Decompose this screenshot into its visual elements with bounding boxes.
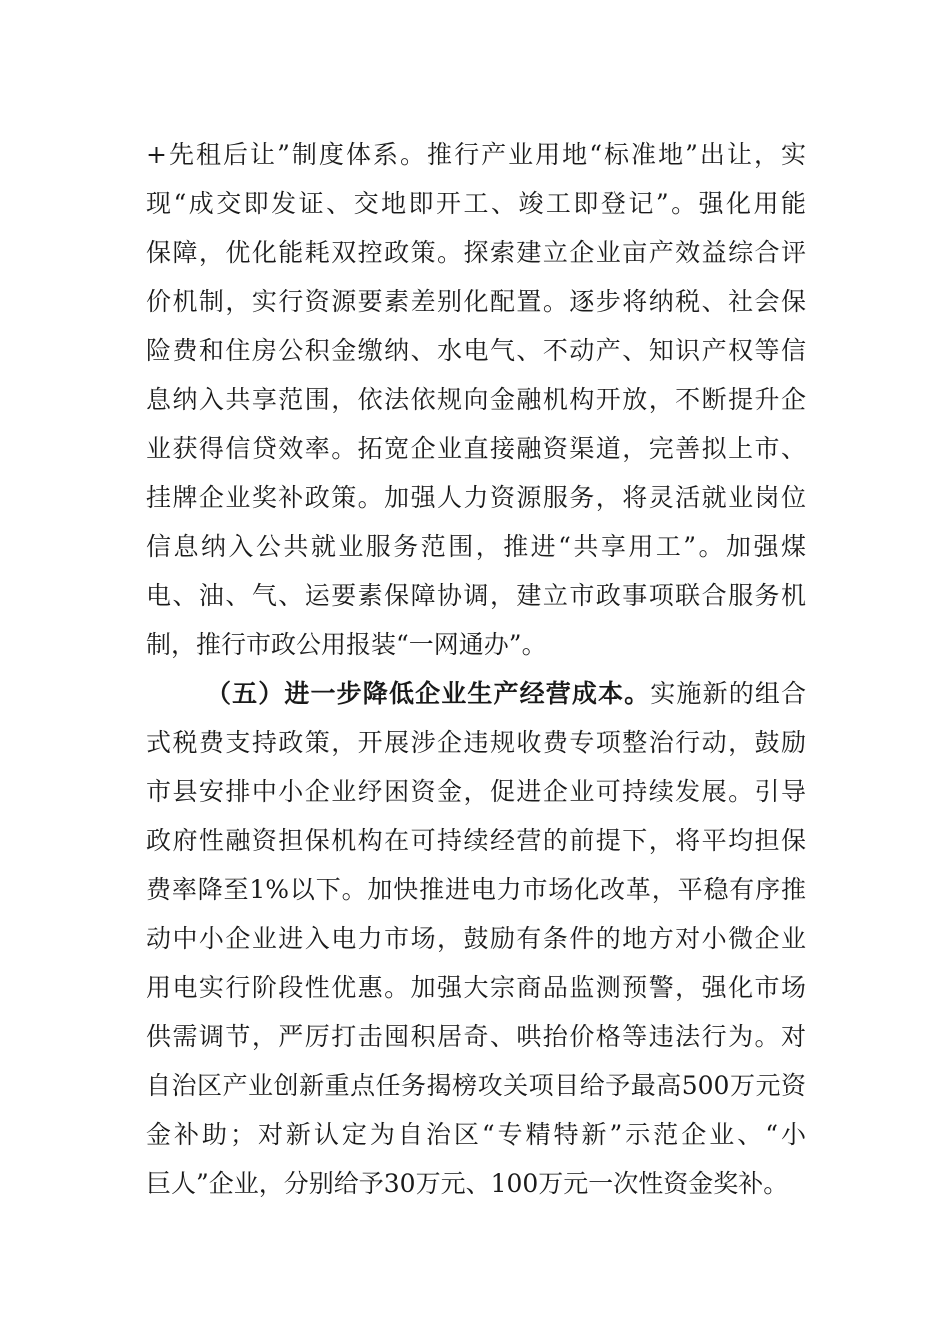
text-line: 政府性融资担保机构在可持续经营的前提下，将平均担保 [146,826,806,855]
text-line: 保障，优化能耗双控政策。探索建立企业亩产效益综合评 [146,238,806,267]
text-line: +先租后让”制度体系。推行产业用地“标准地”出让，实 [146,140,806,169]
text-line: 制，推行市政公用报装“一网通办”。 [146,630,547,659]
section-first-line-rest: 实施新的组合 [650,679,806,708]
section-first-line [146,669,806,718]
text-line: 挂牌企业奖补政策。加强人力资源服务，将灵活就业岗位 [146,483,806,512]
text-line: 信息纳入公共就业服务范围，推进“共享用工”。加强煤 [146,532,806,561]
text-line: 金补助；对新认定为自治区“专精特新”示范企业、“小 [146,1120,806,1149]
text-line: 费率降至1%以下。加快推进电力市场化改革，平稳有序推 [146,875,806,904]
text-line: 供需调节，严厉打击囤积居奇、哄抬价格等违法行为。对 [146,1022,806,1051]
text-line: 险费和住房公积金缴纳、水电气、不动产、知识产权等信 [146,336,806,365]
text-line: 电、油、气、运要素保障协调，建立市政事项联合服务机 [146,581,806,610]
text-line: 现“成交即发证、交地即开工、竣工即登记”。强化用能 [146,189,806,218]
text-line: 业获得信贷效率。拓宽企业直接融资渠道，完善拟上市、 [146,434,806,463]
text-line: 价机制，实行资源要素差别化配置。逐步将纳税、社会保 [146,287,806,316]
text-line: 市县安排中小企业纾困资金，促进企业可持续发展。引导 [146,777,806,806]
text-line: 式税费支持政策，开展涉企违规收费专项整治行动，鼓励 [146,728,806,757]
body-text [146,130,806,1208]
text-line: 息纳入共享范围，依法依规向金融机构开放，不断提升企 [146,385,806,414]
section-heading: （五）进一步降低企业生产经营成本。 [206,679,651,708]
text-line: 巨人”企业，分别给予30万元、100万元一次性资金奖补。 [146,1169,789,1198]
text-line: 动中小企业进入电力市场，鼓励有条件的地方对小微企业 [146,924,806,953]
text-line: 自治区产业创新重点任务揭榜攻关项目给予最高500万元资 [146,1071,806,1100]
text-line: 用电实行阶段性优惠。加强大宗商品监测预警，强化市场 [146,973,806,1002]
